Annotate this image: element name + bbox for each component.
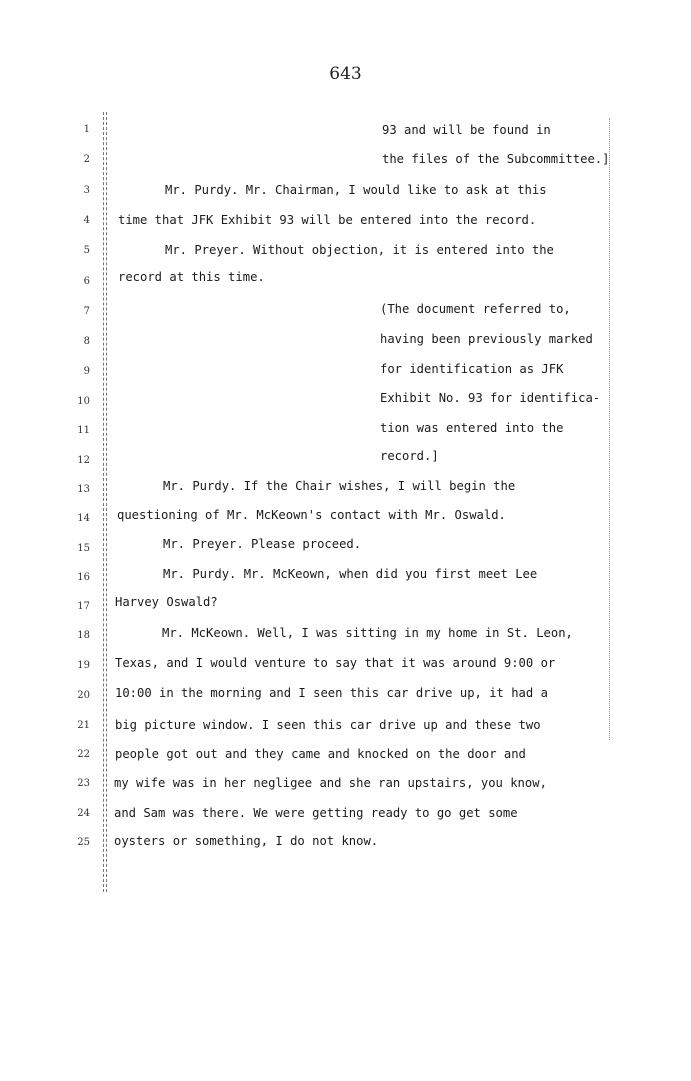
line-number: 5 [83, 245, 90, 256]
transcript-line: Texas, and I would venture to say that it was around 9:00 or [115, 656, 556, 670]
line-number: 15 [77, 543, 90, 554]
transcript-line: Mr. Purdy. If the Chair wishes, I will begin the [163, 479, 516, 493]
line-number: 6 [83, 276, 90, 287]
transcript-line: Mr. Preyer. Please proceed. [163, 537, 362, 551]
line-number: 1 [83, 124, 90, 135]
transcript-line: Harvey Oswald? [115, 595, 218, 609]
line-number: 10 [77, 396, 90, 407]
line-number: 7 [83, 306, 90, 317]
line-number: 12 [77, 455, 90, 466]
line-number: 22 [77, 749, 90, 760]
transcript-line: questioning of Mr. McKeown's contact with Mr. Oswald. [117, 508, 506, 522]
line-number: 24 [77, 808, 90, 819]
line-number: 3 [83, 185, 90, 196]
transcript-line: tion was entered into the [380, 421, 564, 435]
transcript-line: record at this time. [118, 270, 265, 284]
line-number: 20 [77, 690, 90, 701]
transcript-line: Mr. Purdy. Mr. McKeown, when did you first meet Lee [163, 567, 538, 581]
transcript-line: record.] [380, 449, 439, 463]
line-number: 8 [83, 336, 90, 347]
transcript-line: 10:00 in the morning and I seen this car drive up, it had a [115, 686, 548, 700]
transcript-line: and Sam was there. We were getting ready to go get some [114, 806, 518, 820]
left-margin-rule [106, 112, 107, 892]
line-number: 21 [77, 720, 90, 731]
transcript-line: people got out and they came and knocked on the door and [115, 747, 526, 761]
transcript-line: Mr. Preyer. Without objection, it is entered into the [165, 243, 554, 257]
line-number: 23 [77, 778, 90, 789]
line-number: 14 [77, 513, 90, 524]
line-number: 13 [77, 484, 90, 495]
line-number: 18 [77, 630, 90, 641]
line-number: 16 [77, 572, 90, 583]
transcript-line: (The document referred to, [380, 302, 571, 316]
transcript-line: the files of the Subcommittee.] [382, 152, 610, 166]
transcript-line: oysters or something, I do not know. [114, 834, 379, 848]
transcript-line: 93 and will be found in [382, 123, 551, 137]
line-number: 4 [83, 215, 90, 226]
line-number: 2 [83, 154, 90, 165]
line-number: 25 [77, 837, 90, 848]
transcript-line: big picture window. I seen this car drive up and these two [115, 718, 541, 732]
transcript-line: for identification as JFK [380, 362, 564, 376]
line-number: 9 [83, 366, 90, 377]
transcript-line: time that JFK Exhibit 93 will be entered into the record. [118, 213, 537, 227]
transcript-line: my wife was in her negligee and she ran upstairs, you know, [114, 776, 547, 790]
right-margin-rule [609, 118, 610, 740]
transcript-line: Mr. Purdy. Mr. Chairman, I would like to ask at this [165, 183, 547, 197]
line-number: 17 [77, 601, 90, 612]
transcript-line: Mr. McKeown. Well, I was sitting in my home in St. Leon, [162, 626, 573, 640]
transcript-line: Exhibit No. 93 for identifica- [380, 391, 601, 405]
left-margin-rule [103, 112, 104, 892]
page-number: 643 [329, 64, 362, 84]
transcript-line: having been previously marked [380, 332, 593, 346]
line-number: 11 [77, 425, 90, 436]
line-number: 19 [77, 660, 90, 671]
